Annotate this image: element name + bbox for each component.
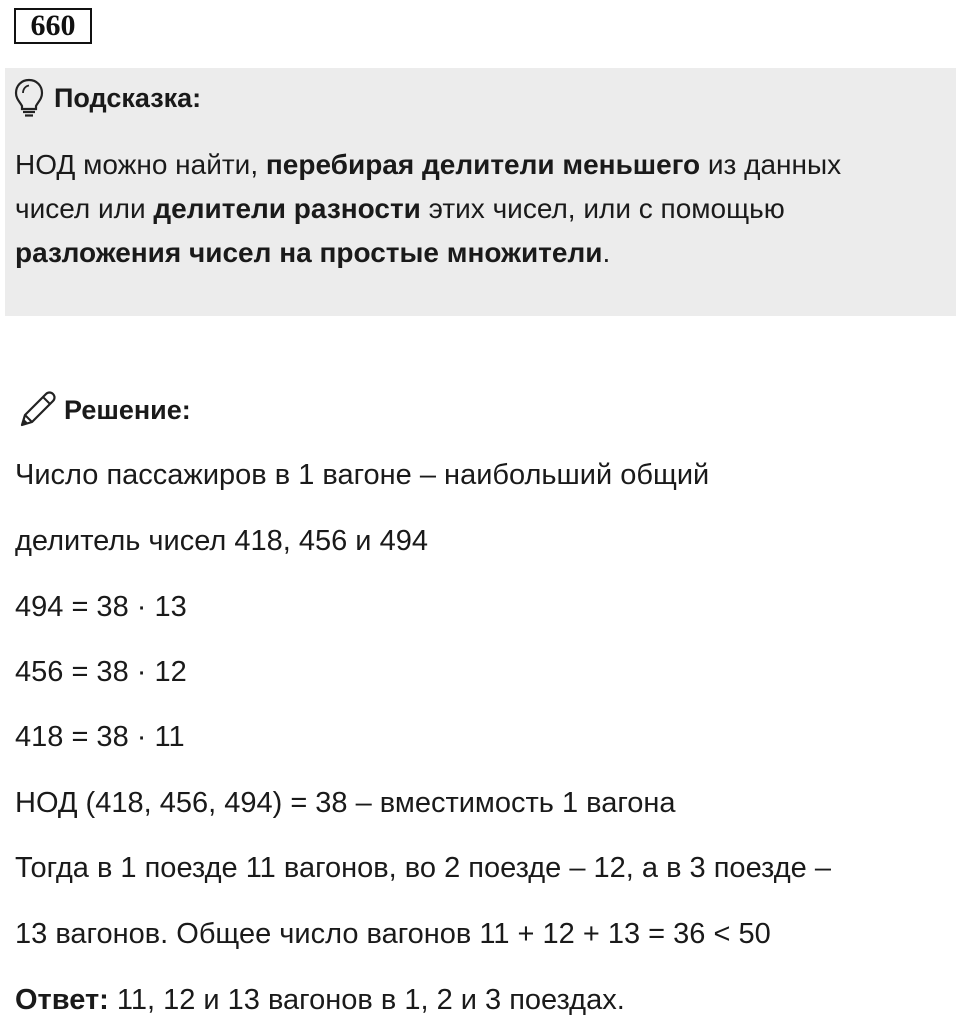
solution-line: Число пассажиров в 1 вагоне – наибольший общий xyxy=(15,459,710,491)
solution-line: Тогда в 1 поезде 11 вагонов, во 2 поезде – 12, а в 3 поезде – xyxy=(15,852,831,884)
task-number: 660 xyxy=(14,8,92,44)
solution-header xyxy=(16,388,191,432)
lightbulb-icon xyxy=(14,78,44,118)
hint-bold-phrase: делители разности xyxy=(153,193,421,224)
hint-text-run: . xyxy=(602,237,611,268)
solution-line: 13 вагонов. Общее число вагонов 11 + 12 + 13 = 36 < 50 xyxy=(15,918,771,950)
hint-text-run: этих чисел, или с помощью xyxy=(420,193,785,224)
hint-title: Подсказка: xyxy=(54,82,202,113)
answer-label: Ответ: xyxy=(15,984,109,1016)
solution-line: НОД (418, 456, 494) = 38 – вместимость 1 вагона xyxy=(15,787,676,819)
answer-text: 11, 12 и 13 вагонов в 1, 2 и 3 поездах. xyxy=(108,984,625,1016)
solution-title: Решение: xyxy=(64,394,191,425)
answer-line xyxy=(15,980,625,1020)
solution-line: 494 = 38 · 13 xyxy=(15,591,187,623)
hint-header xyxy=(14,76,201,120)
hint-bold-phrase: разложения чисел на простые множители xyxy=(15,237,603,268)
solution-line: делитель чисел 418, 456 и 494 xyxy=(15,525,428,557)
pencil-icon xyxy=(16,389,58,431)
solution-line: 456 = 38 · 12 xyxy=(15,656,187,688)
hint-text-run: НОД можно найти, xyxy=(15,149,266,180)
hint-text-run: из данных чисел или xyxy=(15,149,842,224)
hint-bold-phrase: перебирая делители меньшего xyxy=(265,149,701,180)
solution-line: 418 = 38 · 11 xyxy=(15,721,185,753)
hint-text xyxy=(15,143,915,275)
